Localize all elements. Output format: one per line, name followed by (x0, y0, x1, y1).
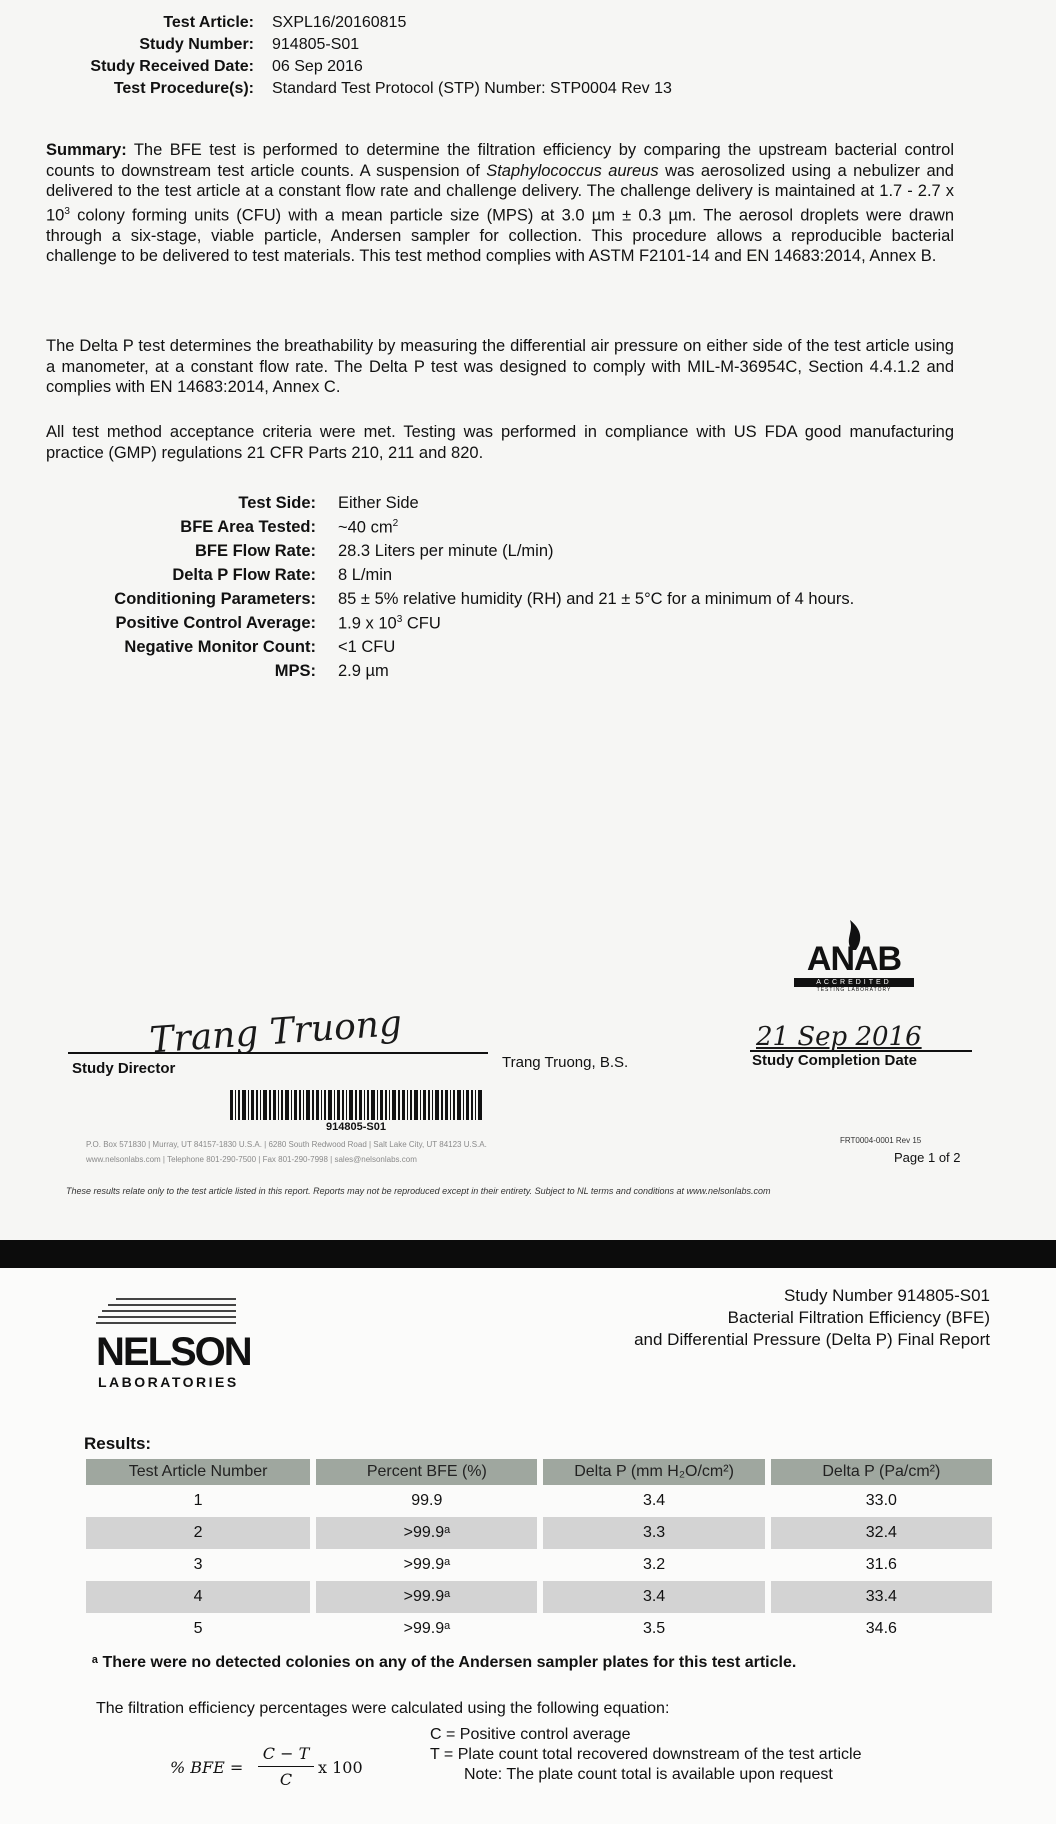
barcode-number: 914805-S01 (326, 1121, 386, 1133)
cell-bfe: >99.9ᵃ (316, 1581, 537, 1613)
param-label: Positive Control Average: (115, 614, 316, 632)
table-row (86, 1549, 992, 1581)
summary-paragraph (46, 140, 954, 267)
results-footnote: ᵃ There were no detected colonies on any of the Andersen sampler plates for this test article. (92, 1654, 797, 1671)
header-row-study-number (40, 36, 940, 60)
equation-intro: The filtration efficiency percentages were calculated using the following equation: (96, 1700, 670, 1717)
equation-c-definition: C = Positive control average (430, 1726, 631, 1743)
cell-bfe: >99.9ᵃ (316, 1517, 537, 1549)
anab-logo-text: ANAB (806, 940, 902, 978)
col-header-delta-p-mm: Delta P (mm H₂O/cm²) (543, 1459, 764, 1485)
form-number: FRT0004-0001 Rev 15 (840, 1136, 922, 1145)
summary-text-a: The BFE test is performed to determine the filtration efficiency by comparing the upstream bacterial control counts to downstream test article counts. A suspension of (46, 141, 954, 180)
nelson-logo (96, 1296, 256, 1396)
cell-delta-p-pa: 33.0 (865, 1492, 897, 1509)
cell-delta-p-mm: 3.2 (642, 1556, 666, 1573)
table-row (86, 1517, 992, 1549)
cell-delta-p-pa: 32.4 (771, 1517, 992, 1549)
report-page-2 (0, 1268, 1056, 1824)
param-value: ~40 $cm^2$ (338, 518, 399, 537)
cell-delta-p-pa: 33.4 (771, 1581, 992, 1613)
cell-delta-p-mm: 3.4 (543, 1581, 764, 1613)
param-label: Test Side: (238, 494, 316, 512)
cell-delta-p-mm: 3.5 (642, 1620, 666, 1637)
equation-multiplier: x 100 (318, 1758, 363, 1777)
param-row-positive-control (60, 614, 980, 638)
director-signature: Trang Truong (148, 1002, 404, 1062)
acceptance-paragraph: All test method acceptance criteria were met. Testing was performed in compliance with US FDA good manufacturing practice (GMP) regulations 21 CFR Parts 210, 211 and 820. (46, 423, 954, 462)
study-director-label: Study Director (72, 1060, 176, 1077)
param-value: 1.9 x $10^3$ CFU (338, 614, 441, 633)
param-label: Conditioning Parameters: (114, 590, 316, 608)
table-row (86, 1581, 992, 1613)
completion-date-handwritten: 21 Sep 2016 (756, 1022, 922, 1052)
cell-delta-p-pa: 31.6 (865, 1556, 897, 1573)
anab-logo (794, 918, 914, 996)
param-value: <1 CFU (338, 638, 396, 656)
header-value: Standard Test Protocol (STP) Number: STP0004 Rev 13 (272, 80, 672, 97)
param-row-delta-p-flow (60, 566, 980, 590)
header-value: SXPL16/20160815 (272, 14, 407, 31)
header-value: 914805-S01 (272, 36, 360, 53)
header-row-test-procedure (40, 80, 940, 104)
nelson-logo-dots-icon (96, 1296, 246, 1330)
col-header-test-article: Test Article Number (86, 1459, 310, 1485)
study-director-name: Trang Truong, B.S. (502, 1054, 629, 1071)
footer-disclaimer: These results relate only to the test article listed in this report. Reports may not be reproduced except in their entirety. Subject to NL terms and conditions at www.nelsonlabs.com (66, 1186, 771, 1196)
param-row-mps (60, 662, 980, 686)
cell-delta-p-pa: 34.6 (865, 1620, 897, 1637)
summary-exponent: 3 (64, 205, 70, 217)
table-row (86, 1485, 992, 1517)
anab-testing-lab-text: TESTING LABORATORY (816, 987, 892, 993)
header-row-received-date (40, 58, 940, 82)
summary-text-c: colony forming units (CFU) with a mean particle size (MPS) at 3.0 µm ± 0.3 µm. The aerosol droplets were drawn through a six-stage, viable particle, Andersen sampler for collection. This procedure allows a reproducible bacterial challenge to be delivered to test materials. This test method complies with ASTM F2101-14 and EN 14683:2014, Annex B. (46, 206, 954, 265)
director-signature-line (68, 1052, 488, 1054)
cell-article: 4 (86, 1581, 310, 1613)
header-value: 06 Sep 2016 (272, 58, 363, 75)
equation-denominator: C (279, 1770, 293, 1789)
header-label: Study Received Date: (90, 58, 254, 75)
param-row-conditioning (60, 590, 980, 614)
cell-article: 2 (86, 1517, 310, 1549)
header-label: Study Number: (139, 36, 254, 53)
delta-p-paragraph: The Delta P test determines the breathability by measuring the differential air pressure on either side of the test article using a manometer, at a constant flow rate. The Delta P test was designed to comply with MIL-M-36954C, Section 4.4.1.2 and complies with EN 14683:2014, Annex C. (46, 337, 954, 396)
param-value: 85 ± 5% relative humidity (RH) and 21 ± 5°C for a minimum of 4 hours. (338, 590, 855, 608)
cell-bfe: >99.9ᵃ (403, 1620, 451, 1637)
col-header-percent-bfe: Percent BFE (%) (316, 1459, 537, 1485)
barcode-icon (230, 1090, 482, 1120)
equation-t-definition: T = Plate count total recovered downstream of the test article (430, 1746, 862, 1763)
equation-note: Note: The plate count total is available upon request (464, 1766, 833, 1783)
param-label: BFE Flow Rate: (194, 542, 316, 560)
equation-numerator: C − T (262, 1744, 310, 1763)
completion-date-label: Study Completion Date (752, 1052, 918, 1069)
table-row (86, 1613, 992, 1645)
param-label: Delta P Flow Rate: (172, 566, 316, 584)
results-table (80, 1459, 998, 1645)
param-value: 28.3 Liters per minute (L/min) (338, 542, 554, 560)
param-value: Either Side (338, 494, 419, 512)
cell-delta-p-mm: 3.4 (642, 1492, 666, 1509)
cell-article: 1 (193, 1492, 203, 1509)
footer-address-line1: P.O. Box 571830 | Murray, UT 84157-1830 U.S.A. | 6280 South Redwood Road | Salt Lake City, UT 84123 U.S.A. (86, 1140, 487, 1149)
summary-text-b: was aerosolized using a nebulizer and delivered to the test article at a constant flow rate and challenge delivery. The challenge delivery is maintained at 1.7 - 2.7 x 10 (46, 161, 954, 224)
header-row-test-article (40, 14, 940, 38)
equation-fraction-bar (258, 1766, 314, 1767)
nelson-logo-name: NELSON (96, 1330, 251, 1374)
cell-article: 5 (193, 1620, 203, 1637)
nelson-logo-sub: LABORATORIES (98, 1374, 239, 1390)
summary-organism: Staphylococcus aureus (486, 161, 659, 180)
anab-accredited-text: ACCREDITED (794, 978, 914, 987)
summary-label: Summary: (46, 141, 127, 159)
param-label: BFE Area Tested: (180, 518, 316, 536)
param-row-negative-monitor (60, 638, 980, 662)
col-header-delta-p-pa: Delta P (Pa/cm²) (771, 1459, 992, 1485)
page2-report-title-line1: Bacterial Filtration Efficiency (BFE) (727, 1308, 990, 1327)
page-divider (0, 1240, 1056, 1268)
footer-address-line2: www.nelsonlabs.com | Telephone 801-290-7500 | Fax 801-290-7998 | sales@nelsonlabs.com (86, 1155, 417, 1164)
equation-lhs: % BFE = (170, 1758, 244, 1777)
header-label: Test Article: (163, 14, 254, 31)
bfe-equation (170, 1744, 370, 1804)
param-label: Negative Monitor Count: (124, 638, 316, 656)
cell-delta-p-mm: 3.3 (543, 1517, 764, 1549)
param-label: MPS: (274, 662, 316, 680)
cell-article: 3 (193, 1556, 203, 1573)
page2-report-title-line2: and Differential Pressure (Delta P) Final Report (634, 1330, 990, 1349)
results-header-row (86, 1459, 992, 1485)
page-number: Page 1 of 2 (894, 1150, 961, 1165)
param-row-bfe-flow (60, 542, 980, 566)
param-value: 2.9 µm (338, 662, 389, 680)
param-row-bfe-area (60, 518, 980, 542)
results-label: Results: (84, 1434, 152, 1453)
param-value: 8 L/min (338, 566, 393, 584)
cell-bfe: 99.9 (411, 1492, 443, 1509)
param-row-test-side (60, 494, 980, 518)
header-label: Test Procedure(s): (113, 80, 254, 97)
page2-study-number: Study Number 914805-S01 (783, 1286, 990, 1305)
cell-bfe: >99.9ᵃ (403, 1556, 451, 1573)
